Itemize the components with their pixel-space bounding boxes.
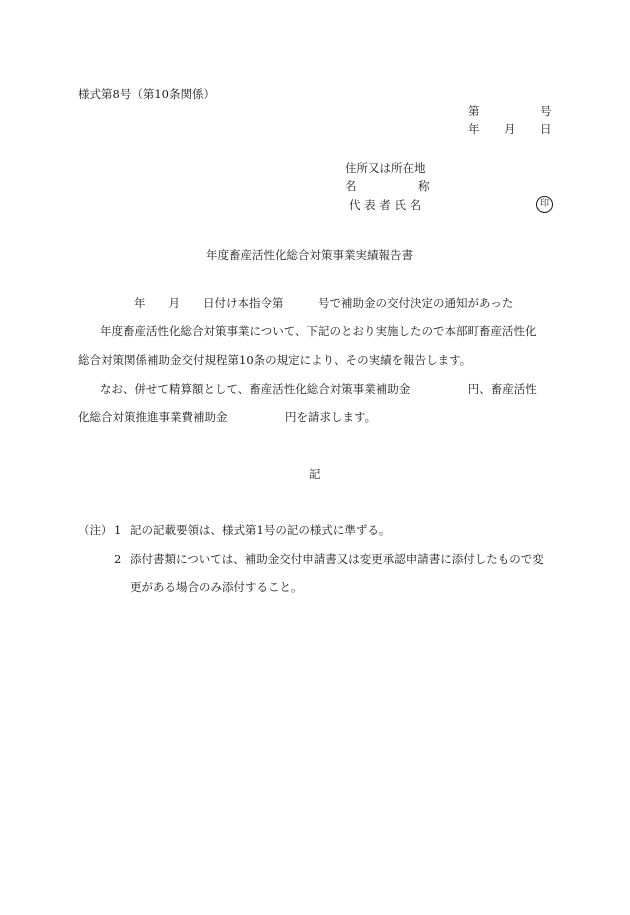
name-label-2: 称	[418, 179, 430, 193]
date-year: 年	[468, 122, 480, 136]
note-1-text: 記の記載要領は、様式第1号の記の様式に準ずる。	[130, 523, 391, 537]
body-line-2: 年度畜産活性化総合対策事業について、下記のとおり実施したので本部町畜産活性化	[100, 324, 537, 338]
ki-heading: 記	[309, 467, 321, 481]
note-1-number: 1	[114, 523, 122, 537]
date-day: 日	[540, 122, 552, 136]
report-title: 年度畜産活性化総合対策事業実績報告書	[206, 248, 413, 262]
body-line-3: 総合対策関係補助金交付規程第10条の規定により、その実績を報告します。	[78, 353, 472, 367]
body-line-4: なお、併せて精算額として、畜産活性化総合対策事業補助金 円、畜産活性	[100, 382, 537, 396]
body-line-1: 年 月 日付け本指令第 号で補助金の交付決定の通知があった	[134, 296, 514, 310]
form-label: 様式第8号（第10条関係）	[78, 87, 215, 101]
notes-label: （注）	[78, 523, 113, 537]
doc-number-suffix: 号	[540, 104, 552, 118]
note-2-number: 2	[114, 552, 122, 566]
date-month: 月	[504, 122, 516, 136]
body-line-5: 化総合対策推進事業費補助金 円を請求します。	[78, 410, 377, 424]
note-2-text: 添付書類については、補助金交付申請書又は変更承認申請書に添付したもので変	[130, 552, 544, 566]
address-label: 住所又は所在地	[345, 161, 426, 175]
note-2-continuation: 更がある場合のみ添付すること。	[130, 580, 303, 594]
seal-mark: 印	[536, 196, 553, 213]
name-label-1: 名	[345, 179, 357, 193]
doc-number-prefix: 第	[468, 104, 480, 118]
representative-label: 代 表 者 氏 名	[349, 198, 422, 212]
